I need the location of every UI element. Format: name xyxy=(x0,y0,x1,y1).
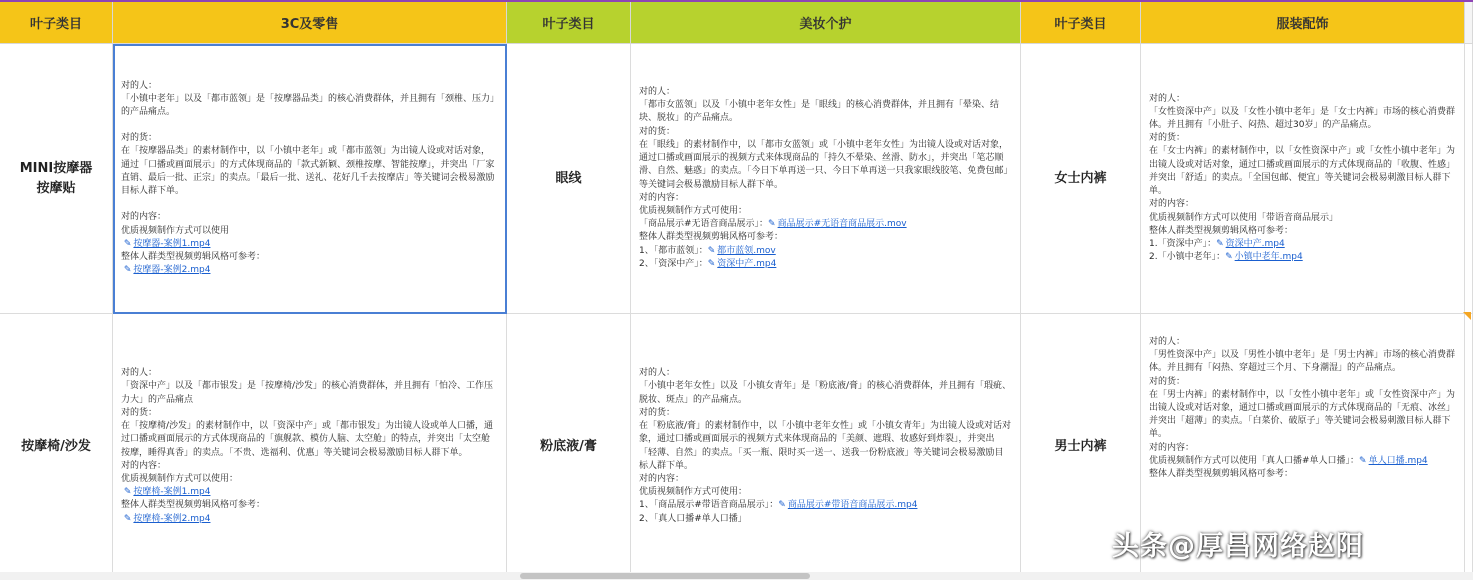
label-who: 对的人： xyxy=(639,87,676,98)
label-who: 对的人： xyxy=(1149,337,1186,347)
attachment-link[interactable]: 单人口播.mp4 xyxy=(1368,455,1428,466)
leaf-label: 男士内裤 xyxy=(1054,438,1107,454)
cell-leaf-womens-underwear[interactable] xyxy=(1021,44,1141,314)
attachment-link[interactable]: 都市蓝领.mov xyxy=(717,245,776,256)
cell-leaf-massage-chair[interactable] xyxy=(0,314,113,580)
text-content: 优质视频制作方式可使用： xyxy=(639,205,748,216)
header-label: 叶子类目 xyxy=(1054,17,1107,32)
header-leaf-category-2[interactable] xyxy=(507,2,631,44)
leaf-label: 粉底液/膏 xyxy=(540,438,597,454)
text-content: 2、「真人口播#单人口播」 xyxy=(639,513,747,524)
header-label: 3C及零售 xyxy=(280,17,339,32)
link-prefix: 2、「资深中产」： xyxy=(639,258,708,269)
cell-massager-strategy[interactable] xyxy=(113,44,507,314)
text-content: 整体人群类型视频剪辑风格可参考： xyxy=(121,251,266,262)
header-label: 叶子类目 xyxy=(29,17,82,32)
paperclip-icon: ✎ xyxy=(1225,252,1233,263)
leaf-label: 按摩椅/沙发 xyxy=(21,438,91,454)
paperclip-icon: ✎ xyxy=(1216,238,1224,249)
watermark: 头条@厚昌网络赵阳 xyxy=(1112,531,1364,562)
text-goods: 在「按摩椅/沙发」的素材制作中，以「资深中产」或「都市银发」为出镜人设或单人口播，通过口播或画面展示的方式体现商品的「旗舰款、模仿人脑、太空舱」的特点，并突出「太空舱按摩，睡得真香」的卖点。「不贵、选福利、优惠」等关键词会极易激励目标人群下单。 xyxy=(121,421,494,458)
text-content: 优质视频制作方式可以使用「带语音商品展示」 xyxy=(1149,212,1339,223)
paperclip-icon: ✎ xyxy=(123,513,132,524)
label-content: 对的内容： xyxy=(121,460,167,471)
text-who: 「小镇中老年」以及「都市蓝领」是「按摩器品类」的核心消费群体，并且拥有「颈椎、压力」的产品痛点。 xyxy=(121,93,495,118)
attachment-link[interactable]: 商品展示#无语音商品展示.mov xyxy=(777,219,907,230)
paperclip-icon: ✎ xyxy=(768,219,776,230)
label-who: 对的人： xyxy=(121,368,158,379)
link-prefix: 1、「商品展示#带语音商品展示」： xyxy=(639,500,779,511)
cell-leaf-foundation[interactable] xyxy=(507,314,631,580)
text-content: 整体人群类型视频剪辑风格可参考： xyxy=(1149,469,1294,480)
header-leaf-category-3[interactable] xyxy=(1021,2,1141,44)
label-who: 对的人： xyxy=(1149,93,1186,104)
attachment-link[interactable]: 按摩器-案例2.mp4 xyxy=(133,265,211,276)
text-content: 整体人群类型视频剪辑风格可参考： xyxy=(639,232,784,243)
label-goods: 对的货： xyxy=(1149,133,1186,144)
comment-marker-icon[interactable] xyxy=(1463,312,1471,320)
text-content: 优质视频制作方式可以使用「真人口播#单人口播」： xyxy=(1149,455,1360,466)
leaf-label: 眼线 xyxy=(555,170,582,186)
attachment-link[interactable]: 按摩椅-案例2.mp4 xyxy=(133,513,211,524)
label-goods: 对的货： xyxy=(121,407,158,418)
text-goods: 在「按摩器品类」的素材制作中，以「小镇中老年」或「都市蓝领」为出镜人设或对话对象，通过「口播或画面展示」的方式体现商品的「款式新颖、颈椎按摩、智能按摩」，并突出「厂家直销、最后一批、正宗」的卖点。「最后一批、送礼、花好几千去按摩店」等关键词会极易激励目标人群下单。 xyxy=(121,146,495,197)
paperclip-icon: ✎ xyxy=(1359,455,1367,466)
link-prefix: 2.「小镇中老年」： xyxy=(1149,252,1226,263)
text-goods: 在「男士内裤」的素材制作中，以「女性小镇中老年」或「女性资深中产」为出镜人设或对话对象，通过口播或画面展示的方式体现商品的「无痕、冰丝」并突出「超薄」的卖点。「白菜价、破原子」等关键词会极易刺激目标人群下单。 xyxy=(1149,389,1456,440)
text-who: 「女性资深中产」以及「女性小镇中老年」是「女士内裤」市场的核心消费群体。并且拥有「小肚子、闷热、超过30岁」的产品痛点。 xyxy=(1149,106,1456,131)
header-spare xyxy=(1465,2,1473,44)
leaf-line: MINI按摩器 xyxy=(19,160,93,176)
leaf-label: 女士内裤 xyxy=(1054,170,1107,186)
paperclip-icon: ✎ xyxy=(123,487,132,498)
attachment-link[interactable]: 小镇中老年.mp4 xyxy=(1234,252,1303,263)
header-label: 叶子类目 xyxy=(542,17,595,32)
cell-eyeliner-strategy[interactable] xyxy=(631,44,1021,314)
label-goods: 对的货： xyxy=(1149,376,1186,387)
paperclip-icon: ✎ xyxy=(123,265,132,276)
text-content: 优质视频制作方式可使用： xyxy=(639,487,748,498)
cell-foundation-strategy[interactable] xyxy=(631,314,1021,580)
label-who: 对的人： xyxy=(121,80,158,91)
cell-spare xyxy=(1465,314,1473,580)
paperclip-icon: ✎ xyxy=(707,245,716,256)
label-who: 对的人： xyxy=(639,368,676,379)
label-goods: 对的货： xyxy=(639,407,676,418)
header-label: 美妆个护 xyxy=(799,17,852,32)
link-prefix: 1.「资深中产」： xyxy=(1149,238,1217,249)
text-who: 「男性资深中产」以及「男性小镇中老年」是「男士内裤」市场的核心消费群体。并且拥有「闷热、穿超过三个月、下身潮湿」的产品痛点。 xyxy=(1149,350,1456,374)
label-content: 对的内容： xyxy=(639,473,685,484)
label-goods: 对的货： xyxy=(121,133,158,144)
paperclip-icon: ✎ xyxy=(778,500,786,511)
text-content: 整体人群类型视频剪辑风格可参考： xyxy=(1149,225,1294,236)
link-prefix: 1、「都市蓝领」： xyxy=(639,245,708,256)
attachment-link[interactable]: 资深中产.mp4 xyxy=(717,258,777,269)
paperclip-icon: ✎ xyxy=(707,258,716,269)
cell-womens-underwear-strategy[interactable] xyxy=(1141,44,1465,314)
scrollbar-thumb[interactable] xyxy=(520,573,810,579)
text-who: 「小镇中老年女性」以及「小镇女青年」是「粉底液/膏」的核心消费群体，并且拥有「瑕疵、脱妆、斑点」的产品痛点。 xyxy=(639,381,1012,405)
label-content: 对的内容： xyxy=(639,192,685,203)
text-who: 「资深中产」以及「都市银发」是「按摩椅/沙发」的核心消费群体，并且拥有「怕冷、工作压力大」的产品痛点 xyxy=(121,381,494,405)
cell-massage-chair-strategy[interactable] xyxy=(113,314,507,580)
header-leaf-category-1[interactable] xyxy=(0,2,113,44)
cell-leaf-eyeliner[interactable] xyxy=(507,44,631,314)
attachment-link[interactable]: 商品展示#带语音商品展示.mp4 xyxy=(787,500,918,511)
attachment-link[interactable]: 资深中产.mp4 xyxy=(1225,238,1285,249)
header-apparel[interactable] xyxy=(1141,2,1465,44)
label-content: 对的内容： xyxy=(121,212,167,223)
text-who: 「都市女蓝领」以及「小镇中老年女性」是「眼线」的核心消费群体，并且拥有「晕染、结块、脱妆」的产品痛点。 xyxy=(639,100,1000,124)
header-3c-retail[interactable] xyxy=(113,2,507,44)
label-goods: 对的货： xyxy=(639,126,676,137)
attachment-link[interactable]: 按摩椅-案例1.mp4 xyxy=(133,487,211,498)
paperclip-icon: ✎ xyxy=(123,238,132,249)
label-content: 对的内容： xyxy=(1149,199,1195,210)
horizontal-scrollbar[interactable] xyxy=(0,572,1473,580)
text-goods: 在「眼线」的素材制作中，以「都市女蓝领」或「小镇中老年女性」为出镜人设或对话对象，通过口播或画面展示的视频方式来体现商品的「持久不晕染、丝滑、防水」，并突出「笔芯顺滑、自然、魅惑」的卖点。「今日下单再送一只、今日下单再送一只我家眼线胶笔、免费包邮」等关键词会极易激励目标人群下单。 xyxy=(639,139,1009,190)
text-goods: 在「女士内裤」的素材制作中，以「女性资深中产」或「女性小镇中老年」为出镜人设或对话对象，通过口播或画面展示的方式体现商品的「收腹、性感」并突出「舒适」的卖点。「全国包邮、便宜」等关键词会极易刺激目标人群下单。 xyxy=(1149,146,1456,197)
leaf-line: 按摩贴 xyxy=(36,180,76,196)
cell-leaf-mini-massager[interactable] xyxy=(0,44,113,314)
link-prefix: 「商品展示#无语音商品展示」： xyxy=(639,219,769,230)
spreadsheet-grid xyxy=(0,2,1473,580)
cell-spare xyxy=(1465,44,1473,314)
text-content: 优质视频制作方式可以使用： xyxy=(121,473,239,484)
text-content: 整体人群类型视频剪辑风格可参考： xyxy=(121,500,266,511)
attachment-link[interactable]: 按摩器-案例1.mp4 xyxy=(133,238,211,249)
header-label: 服装配饰 xyxy=(1276,17,1329,32)
label-content: 对的内容： xyxy=(1149,442,1195,453)
header-beauty-care[interactable] xyxy=(631,2,1021,44)
text-content: 优质视频制作方式可以使用 xyxy=(121,225,230,236)
text-goods: 在「粉底液/膏」的素材制作中，以「小镇中老年女性」或「小镇女青年」为出镜人设或对话对象，通过口播或画面展示的视频方式来体现商品的「美颜、遮瑕、妆感好到炸裂」，并突出「轻薄、自然」的卖点。「买一瓶、限时买一送一、送我一份粉底液」等关键词会极易激励目标人群下单。 xyxy=(639,421,1012,471)
